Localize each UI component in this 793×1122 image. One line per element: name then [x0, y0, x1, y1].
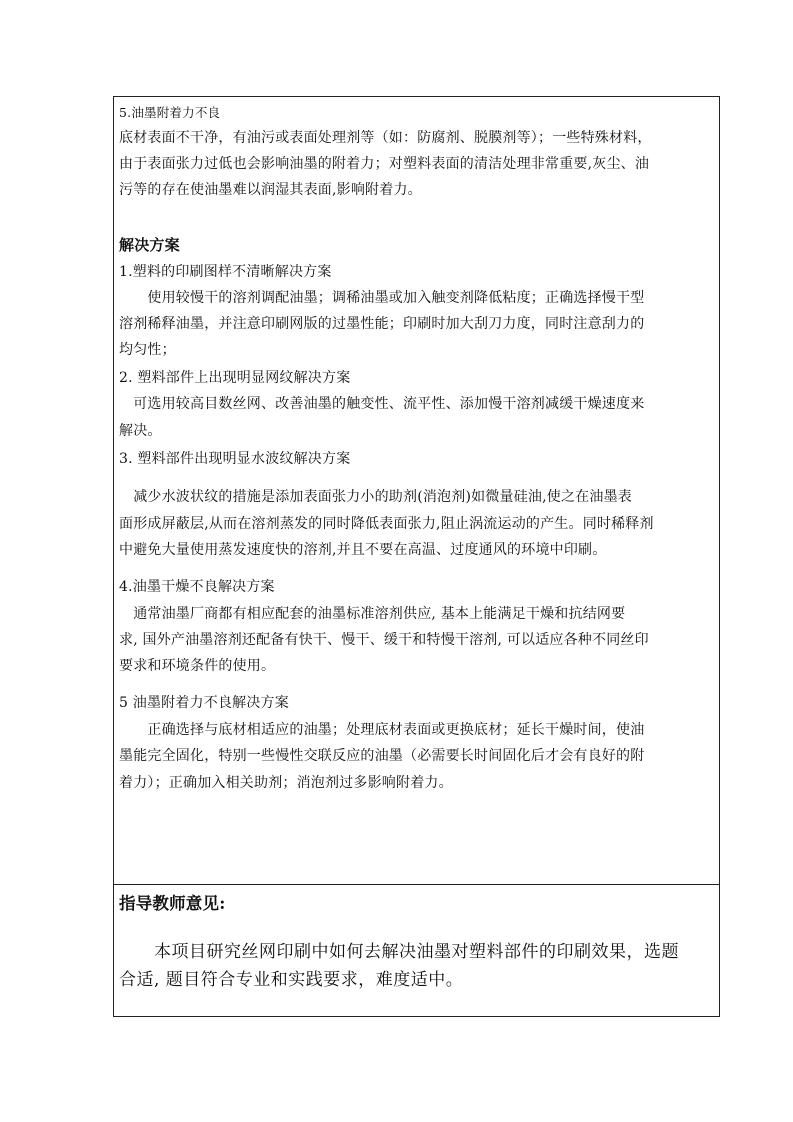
- paragraph-line: 污等的存在使油墨难以润湿其表面,影响附着力。: [119, 182, 422, 198]
- content-cell: [114, 97, 719, 885]
- document-table: [113, 96, 720, 1017]
- paragraph-line: 通常油墨厂商都有相应配套的油墨标准溶剂供应, 基本上能满足干燥和抗结网要: [119, 606, 626, 622]
- paragraph-line: 要求和环境条件的使用。: [119, 658, 276, 674]
- paragraph-line: 着力）；正确加入相关助剂；消泡剂过多影响附着力。: [119, 775, 453, 791]
- paragraph-line: 由于表面张力过低也会影响油墨的附着力；对塑料表面的清洁处理非常重要,灰尘、油: [119, 156, 650, 172]
- paragraph-line: 溶剂稀释油墨，并注意印刷网版的过墨性能；印刷时加大刮刀力度，同时注意刮力的: [119, 316, 645, 332]
- paragraph-line: 求, 国外产油墨溶剂还配备有快干、慢干、缓干和特慢干溶剂, 可以适应各种不同丝印: [119, 632, 649, 648]
- subheading-adhesion: 5.油墨附着力不良: [119, 105, 221, 120]
- subheading-solution-1: 1.塑料的印刷图样不清晰解决方案: [119, 264, 332, 280]
- paragraph-line: 减少水波状纹的措施是添加表面张力小的助剂(消泡剂)如微量硅油,使之在油墨表: [119, 489, 632, 505]
- paragraph-line: 解决。: [119, 423, 162, 439]
- solutions-heading: 解决方案: [119, 236, 180, 254]
- paragraph-line: 均匀性；: [119, 342, 176, 358]
- paragraph-line: 墨能完全固化，特别一些慢性交联反应的油墨（必需要长时间固化后才会有良好的附: [119, 748, 645, 764]
- paragraph-line: 正确选择与底材相适应的油墨；处理底材表面或更换底材；延长干燥时间，使油: [119, 722, 645, 738]
- paragraph-line: 底材表面不干净，有油污或表面处理剂等（如：防腐剂、脱膜剂等）；一些特殊材料，: [119, 130, 652, 146]
- subheading-solution-3: 3. 塑料部件出现明显水波纹解决方案: [119, 451, 351, 467]
- paragraph-line: 可选用较高目数丝网、改善油墨的触变性、流平性、添加慢干溶剂减缓干燥速度来: [119, 396, 645, 412]
- advisor-opinion-cell: [114, 885, 719, 1016]
- paragraph-line: 面形成屏蔽层,从而在溶剂蒸发的同时降低表面张力,阻止涡流运动的产生。同时稀释剂: [119, 516, 654, 532]
- subheading-solution-4: 4.油墨干燥不良解决方案: [119, 579, 275, 595]
- advisor-opinion-line: 合适, 题目符合专业和实践要求，难度适中。: [119, 970, 464, 990]
- subheading-solution-2: 2. 塑料部件上出现明显网纹解决方案: [119, 370, 351, 386]
- advisor-opinion-heading: 指导教师意见:: [119, 894, 226, 913]
- advisor-opinion-line: 本项目研究丝网印刷中如何去解决油墨对塑料部件的印刷效果，选题: [119, 942, 679, 962]
- subheading-solution-5: 5 油墨附着力不良解决方案: [119, 695, 289, 711]
- paragraph-line: 中避免大量使用蒸发速度快的溶剂,并且不要在高温、过度通风的环境中印刷。: [119, 542, 607, 558]
- paragraph-line: 使用较慢干的溶剂调配油墨；调稀油墨或加入触变剂降低粘度；正确选择慢干型: [119, 290, 645, 306]
